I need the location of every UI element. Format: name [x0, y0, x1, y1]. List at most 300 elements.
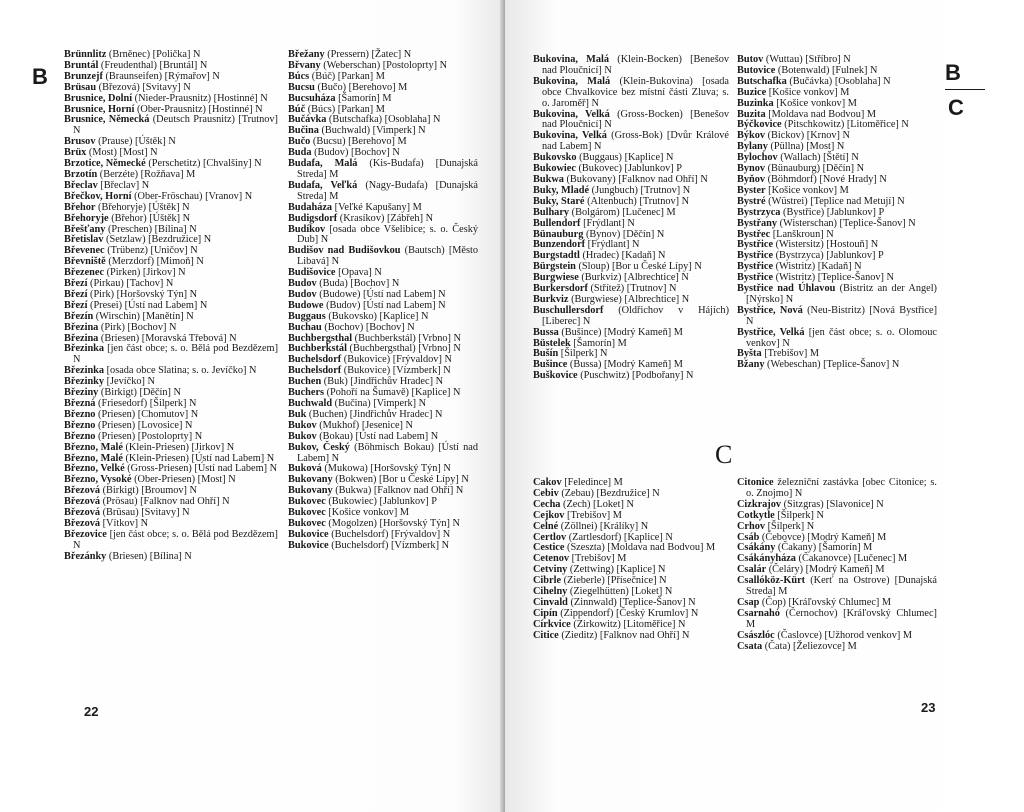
- index-entry: [288, 541, 478, 552]
- entry-headword: Březí: [64, 288, 88, 300]
- entry-details: [Frýdlant] N: [587, 239, 640, 251]
- entry-headword: Březánky: [64, 550, 107, 562]
- entry-headword: Březno: [64, 408, 96, 420]
- entry-headword: Buky, Mladé: [533, 184, 590, 196]
- page-number-left: 22: [84, 704, 99, 719]
- index-entry: [533, 371, 729, 382]
- index-entry: [737, 284, 937, 306]
- entry-headword: Bynov: [737, 163, 766, 175]
- entry-headword: Břehor: [64, 201, 96, 213]
- entry-headword: Břešťany: [64, 223, 106, 235]
- entry-details: (Mukhof) [Jesenice] N: [319, 419, 413, 431]
- entry-headword: Cetenov: [533, 553, 570, 565]
- entry-details: [Košice vonkov] M: [768, 86, 850, 98]
- entry-headword: Bukovany: [288, 485, 333, 497]
- entry-details: [Košice vonkov] M: [776, 97, 857, 109]
- entry-details: (Bukovice) [Vízmberk] N: [343, 365, 451, 377]
- entry-details: (Priesen) [Postoloprty] N: [98, 430, 203, 442]
- entry-headword: Bukovany: [288, 474, 333, 486]
- entry-details: (Weberschan) [Postoloprty] N: [323, 59, 448, 71]
- entry-headword: Břevniště: [64, 256, 106, 268]
- entry-details: (Kerť na Ostrove) [Dunajská Streda] M: [746, 575, 937, 598]
- entry-details: (Burkviz) [Albrechtice] N: [581, 272, 689, 284]
- entry-headword: Buzinka: [737, 97, 774, 109]
- entry-headword: Budišovice: [288, 267, 336, 279]
- entry-headword: Bukovice: [288, 539, 329, 551]
- entry-headword: Byster: [737, 184, 766, 196]
- entry-details: [Šamorín] M: [573, 337, 627, 349]
- entry-details: (Butschafka) [Osoblaha] N: [328, 114, 441, 126]
- entry-headword: Bussa: [533, 326, 559, 338]
- column-4: [737, 55, 937, 371]
- entry-details: (Klein-Bocken) [Benešov nad Ploučnicí] N: [542, 54, 729, 76]
- entry-headword: Bystřany: [737, 217, 778, 229]
- entry-details: (Berzéte) [Rožňava] M: [99, 168, 196, 180]
- entry-details: (Buchen) [Jindřichův Hradec] N: [308, 408, 443, 420]
- entry-details: (Zippendorf) [Český Krumlov] N: [560, 607, 699, 619]
- entry-details: (Časlovce) [Užhorod venkov] M: [777, 629, 913, 641]
- entry-details: (Buchelsdorf) [Frývaldov] N: [331, 528, 451, 540]
- entry-details: [Opava] N: [338, 267, 382, 279]
- entry-headword: Bylochov: [737, 152, 778, 164]
- entry-headword: Büstelek: [533, 337, 571, 349]
- entry-headword: Bünauburg: [533, 228, 584, 240]
- entry-headword: Bukovec: [288, 507, 326, 519]
- entry-headword: Bystřec: [737, 228, 771, 240]
- entry-details: [Košice vonkov] M: [328, 507, 409, 519]
- index-entry: [288, 246, 478, 268]
- entry-details: (Pohoří na Šumavě) [Kaplice] N: [326, 387, 461, 399]
- entry-headword: Csata: [737, 640, 763, 652]
- entry-details: (Wirschin) [Manětín] N: [95, 310, 194, 322]
- entry-details: (Hradec) [Kadaň] N: [582, 250, 666, 262]
- entry-details: [Břeclav] N: [100, 179, 150, 191]
- index-entry: [288, 181, 478, 203]
- entry-headword: Bystřice, Velká: [737, 326, 805, 338]
- entry-headword: Bukovec: [288, 496, 326, 508]
- entry-headword: Brzotice, Německé: [64, 158, 146, 170]
- entry-details: [Jevíčko] N: [106, 376, 155, 388]
- entry-headword: Buchwald: [288, 398, 333, 409]
- entry-details: (Čata) [Želiezovce] M: [764, 640, 857, 652]
- section-heading-c: C: [715, 440, 733, 469]
- entry-headword: Burgstadtl: [533, 250, 580, 262]
- entry-details: (Bučina) [Vimperk] N: [334, 398, 427, 409]
- entry-headword: Břvany: [288, 59, 321, 71]
- entry-details: (Střítež) [Trutnov] N: [590, 283, 677, 295]
- entry-details: (Trübenz) [Uničov] N: [107, 245, 198, 257]
- entry-details: (Budov) [Bochov] N: [314, 147, 400, 159]
- entry-details: (Pressern) [Žatec] N: [327, 49, 412, 60]
- index-entry: [64, 344, 278, 366]
- entry-headword: Břečkov, Horní: [64, 190, 132, 202]
- entry-headword: Budíkov: [288, 223, 326, 235]
- entry-details: (Pitschkowitz) [Litoměřice] N: [784, 119, 909, 131]
- entry-details: (Pirk) [Bochov] N: [100, 321, 177, 333]
- entry-headword: Buchers: [288, 387, 325, 399]
- entry-details: (Altenbuch) [Trutnov] N: [587, 195, 690, 207]
- entry-headword: Buzice: [737, 86, 767, 98]
- right-page: [505, 0, 1024, 812]
- entry-details: (Buchberkstál) [Vrbno] N: [354, 332, 461, 344]
- entry-details: (Buggaus) [Kaplice] N: [579, 152, 674, 164]
- entry-headword: Buchbergsthal: [288, 332, 353, 344]
- index-entry: [533, 306, 729, 328]
- entry-headword: Březno: [64, 430, 96, 442]
- entry-headword: Buchelsdorf: [288, 365, 342, 377]
- entry-details: železniční zastávka [obec Citonice; s. o. Znojmo] N: [746, 477, 938, 499]
- entry-details: (Bystrzyca) [Jablunkov] P: [775, 250, 884, 262]
- entry-details: [jen část obce; s. o. Bělá pod Bezdězem] N: [73, 528, 278, 551]
- entry-details: [Vítkov] N: [102, 517, 149, 529]
- entry-details: [Šamorín] M: [338, 92, 392, 104]
- entry-details: (Wüstrei) [Teplice nad Metují] N: [768, 195, 905, 207]
- column-5: [533, 478, 729, 642]
- entry-details: (Briesen) [Bílina] N: [108, 550, 192, 562]
- entry-details: (Břehor) [Úštěk] N: [111, 212, 191, 224]
- entry-details: (Bolgárom) [Lučenec] M: [571, 206, 676, 218]
- entry-headword: Březno: [64, 419, 96, 431]
- entry-headword: Březinka: [64, 365, 105, 377]
- entry-details: (Priesen) [Lovosice] N: [98, 419, 193, 431]
- entry-details: (Pirk) [Horšovský Týn] N: [90, 288, 198, 300]
- entry-headword: Citonice: [737, 477, 774, 488]
- thumb-letter-c-right: C: [948, 95, 964, 120]
- entry-headword: Cotkytle: [737, 509, 775, 521]
- column-2: [288, 50, 478, 552]
- entry-details: (Čop) [Kráľovský Chlumec] M: [761, 596, 892, 608]
- entry-details: (Neu-Bistritz) [Nová Bystřice] N: [746, 304, 937, 327]
- entry-details: (Pirkau) [Tachov] N: [90, 278, 174, 290]
- entry-headword: Bučávka: [288, 114, 327, 126]
- entry-details: (Bickov) [Krnov] N: [767, 130, 850, 142]
- entry-headword: Buchau: [288, 321, 322, 333]
- entry-headword: Brusov: [64, 136, 96, 148]
- entry-details: (Bussa) [Modrý Kameň] M: [569, 359, 683, 371]
- entry-details: [Feledince] M: [564, 477, 623, 488]
- entry-headword: Cibrle: [533, 575, 562, 587]
- entry-headword: Budov: [288, 278, 317, 290]
- entry-details: (Bynov) [Děčín] N: [585, 228, 665, 240]
- entry-headword: Bžany: [737, 359, 765, 371]
- entry-details: (Prösau) [Falknov nad Ohří] N: [102, 496, 230, 508]
- entry-details: (Krasíkov) [Zábřeh] N: [339, 212, 434, 224]
- entry-headword: Břeclav: [64, 179, 98, 191]
- entry-details: [Trebišov] M: [764, 348, 820, 360]
- entry-details: (Bystřice) [Jablunkov] P: [783, 206, 885, 218]
- entry-details: (Nieder-Prausnitz) [Hostinné] N: [134, 92, 268, 104]
- entry-details: (Búč) [Parkan] M: [311, 70, 385, 82]
- entry-details: (Čakany) [Šamorín] M: [777, 542, 873, 554]
- entry-details: (Buchbergsthal) [Vrbno] N: [349, 343, 461, 355]
- entry-details: (Bistritz an der Angel) [Nýrsko] N: [746, 283, 937, 305]
- entry-details: (Puschwitz) [Podbořany] N: [580, 370, 694, 382]
- index-entry: [533, 631, 729, 642]
- entry-headword: Bukovice: [288, 528, 329, 540]
- index-entry: [288, 159, 478, 181]
- entry-headword: Břetislav: [64, 234, 104, 246]
- entry-headword: Bukovina, Malá: [533, 75, 611, 87]
- entry-details: (Jungbuch) [Trutnov] N: [591, 184, 691, 196]
- entry-details: (Prause) [Úštěk] N: [98, 136, 176, 148]
- entry-headword: Budowe: [288, 299, 324, 311]
- entry-headword: Březno, Malé: [64, 441, 123, 453]
- entry-details: (Ober-Fröschau) [Vranov] N: [134, 190, 253, 202]
- entry-headword: Březno, Vysoké: [64, 474, 132, 486]
- entry-details: (Briesen) [Moravská Třebová] N: [100, 332, 237, 344]
- index-entry: [737, 642, 937, 653]
- entry-details: (Bochov) [Bochov] N: [324, 321, 415, 333]
- entry-headword: Csap: [737, 596, 760, 608]
- entry-headword: Buchelsdorf: [288, 354, 342, 366]
- entry-headword: Cetviny: [533, 564, 568, 576]
- entry-headword: Buchen: [288, 376, 322, 388]
- entry-headword: Budigsdorf: [288, 212, 338, 224]
- entry-headword: Brusnice, Dolní: [64, 92, 133, 104]
- index-entry: [533, 77, 729, 110]
- entry-headword: Csallóköz-Kürt: [737, 575, 806, 587]
- entry-headword: Buky, Staré: [533, 195, 585, 207]
- entry-details: (Preschen) [Bílina] N: [107, 223, 197, 235]
- entry-details: (Kis-Budafa) [Dunajská Streda] M: [297, 158, 478, 180]
- entry-details: (Wallach) [Štětí] N: [780, 152, 859, 164]
- entry-details: (Brüsau) [Svitavy] N: [102, 507, 190, 519]
- entry-details: (Bukwa) [Falknov nad Ohří] N: [335, 485, 464, 497]
- entry-headword: Buschullersdorf: [533, 304, 604, 316]
- entry-headword: Bruntál: [64, 59, 99, 71]
- entry-headword: Břežany: [288, 49, 325, 60]
- entry-details: [Lanškroun] N: [772, 228, 834, 240]
- entry-details: (Zech) [Loket] N: [563, 498, 634, 510]
- entry-details: (Gross-Priesen) [Ústí nad Labem] N: [127, 463, 278, 475]
- entry-headword: Citice: [533, 629, 559, 641]
- entry-headword: Bukovina, Velká: [533, 108, 610, 120]
- entry-headword: Brünnlitz: [64, 49, 107, 60]
- index-entry: [64, 552, 278, 563]
- entry-headword: Březovice: [64, 528, 107, 540]
- entry-details: (Wisterschan) [Teplice-Šanov] N: [779, 217, 916, 229]
- entry-details: [osada obce Slatina; s. o. Jevíčko] N: [106, 365, 257, 377]
- entry-details: (Zebau) [Bezdružice] N: [561, 487, 660, 499]
- entry-headword: Csalár: [737, 564, 767, 576]
- entry-details: (Čebovce) [Modrý Kameň] M: [761, 531, 887, 543]
- entry-details: (Břehoryje) [Úštěk] N: [98, 201, 190, 213]
- entry-headword: Cecha: [533, 498, 561, 510]
- entry-headword: Bystřice nad Úhlavou: [737, 283, 836, 295]
- entry-details: (Oldřichov v Hájích) [Liberec] N: [542, 304, 729, 327]
- entry-details: (Čeláry) [Modrý Kameň] M: [768, 564, 885, 576]
- entry-details: (Buchelsdorf) [Vízmberk] N: [331, 539, 450, 551]
- entry-headword: Cihelny: [533, 586, 568, 598]
- entry-headword: Cizkrajov: [737, 498, 782, 510]
- entry-headword: Bürgstein: [533, 261, 576, 273]
- entry-details: (Böhmisch Bokau) [Ústí nad Labem] N: [297, 441, 479, 464]
- entry-headword: Březina: [64, 321, 99, 333]
- entry-headword: Březno, Velké: [64, 463, 125, 475]
- entry-details: (Ober-Priesen) [Most] N: [134, 474, 236, 486]
- index-entry: [288, 443, 478, 465]
- thumb-divider: [945, 89, 985, 90]
- entry-headword: Březno, Malé: [64, 452, 123, 464]
- entry-headword: Byšta: [737, 348, 762, 360]
- entry-headword: Březová: [64, 496, 101, 508]
- entry-details: (Zieberle) [Přísečnice] N: [563, 575, 667, 587]
- entry-headword: Brüx: [64, 147, 87, 159]
- entry-details: (Klein-Priesen) [Jirkov] N: [125, 441, 235, 453]
- entry-headword: Bukov: [288, 419, 317, 431]
- entry-headword: Cakov: [533, 477, 562, 488]
- entry-headword: Buggaus: [288, 310, 326, 322]
- entry-details: (Birkigt) [Broumov] N: [102, 485, 197, 497]
- entry-headword: Cipín: [533, 607, 558, 619]
- entry-details: [Moldava nad Bodvou] M: [768, 108, 877, 120]
- entry-details: (Černochov) [Kráľovský Chlumec] M: [746, 607, 937, 630]
- entry-details: (Bušince) [Modrý Kameň] M: [561, 326, 683, 338]
- entry-details: (Wuttau) [Stříbro] N: [765, 54, 851, 65]
- entry-headword: Bystré: [737, 195, 766, 207]
- entry-details: (Búcs) [Parkan] M: [307, 103, 385, 115]
- entry-headword: Církvice: [533, 618, 571, 630]
- entry-headword: Bukovina, Velká: [533, 130, 607, 142]
- entry-headword: Brusnice, Horní: [64, 103, 135, 115]
- entry-headword: Březenec: [64, 267, 105, 279]
- entry-headword: Bystřice: [737, 250, 774, 262]
- entry-details: (Sitzgras) [Slavonice] N: [783, 498, 884, 510]
- entry-headword: Březová: [64, 517, 101, 529]
- entry-headword: Buškovice: [533, 370, 578, 382]
- entry-details: (Bukowiec) [Jablunkov] P: [328, 496, 438, 508]
- entry-details: [jen část obce; s. o. Bělá pod Bezdězem] N: [73, 343, 278, 366]
- entry-headword: Bukwa: [533, 173, 564, 185]
- index-entry: [64, 115, 278, 137]
- entry-headword: Bunzendorf: [533, 239, 586, 251]
- index-entry: [533, 55, 729, 77]
- entry-headword: Bukov, Český: [288, 441, 350, 453]
- entry-headword: Bukov: [288, 430, 317, 442]
- entry-details: (Most) [Most] N: [88, 147, 158, 159]
- entry-headword: Butschafka: [737, 75, 787, 87]
- entry-details: (Buda) [Bochov] N: [319, 278, 400, 290]
- entry-details: (Freudenthal) [Bruntál] N: [100, 59, 208, 71]
- entry-headword: Bystrzyca: [737, 206, 781, 218]
- entry-headword: Cejkov: [533, 509, 565, 521]
- entry-headword: Burkersdorf: [533, 283, 588, 295]
- entry-details: (Buchwald) [Vimperk] N: [321, 125, 426, 137]
- entry-headword: Crhov: [737, 520, 766, 532]
- entry-details: (Deutsch Prausnitz) [Trutnov] N: [73, 114, 278, 137]
- entry-headword: Bystřice: [737, 261, 774, 273]
- entry-headword: Březová: [64, 485, 101, 497]
- entry-details: (Klein-Priesen) [Ústí nad Labem] N: [125, 452, 275, 464]
- entry-headword: Byňov: [737, 173, 766, 185]
- entry-headword: Buková: [288, 463, 322, 475]
- entry-details: (Sloup) [Bor u České Lípy] N: [578, 261, 702, 273]
- entry-details: (Budowe) [Ústí nad Labem] N: [319, 288, 446, 300]
- column-3: [533, 55, 729, 382]
- entry-headword: Csákányháza: [737, 553, 796, 565]
- entry-headword: Csákány: [737, 542, 776, 554]
- entry-headword: Brusnice, Německá: [64, 114, 150, 126]
- entry-headword: Búč: [288, 103, 306, 115]
- entry-headword: Celné: [533, 520, 559, 532]
- entry-headword: Březinky: [64, 376, 105, 388]
- entry-details: (Friesedorf) [Šilperk] N: [98, 398, 197, 409]
- entry-headword: Budov: [288, 288, 317, 300]
- index-entry: [737, 609, 937, 631]
- entry-details: (Zinnwald) [Teplice-Šanov] N: [570, 596, 696, 608]
- entry-details: [Šilperk] N: [560, 348, 608, 360]
- index-entry: [533, 131, 729, 153]
- entry-details: [Frýdlant] N: [583, 217, 635, 229]
- entry-details: (Burgwiese) [Albrechtice] N: [571, 293, 690, 305]
- entry-details: (Březová) [Svitavy] N: [98, 81, 191, 93]
- entry-headword: Bulhary: [533, 206, 570, 218]
- entry-headword: Cestice: [533, 542, 565, 554]
- entry-headword: Bucsuháza: [288, 92, 336, 104]
- index-entry: [533, 110, 729, 132]
- entry-details: (Ziegelhütten) [Loket] N: [569, 586, 673, 598]
- entry-headword: Bystřice: [737, 272, 774, 284]
- entry-headword: Burgwiese: [533, 272, 579, 284]
- entry-details: (Bukovice) [Frývaldov] N: [343, 354, 452, 366]
- entry-details: (Nagy-Budafa) [Dunajská Streda] M: [297, 179, 479, 202]
- entry-details: (Wistritz) [Kadaň] N: [775, 261, 862, 273]
- index-entry: [64, 530, 278, 552]
- entry-details: (Botenwald) [Fulnek] N: [777, 64, 878, 76]
- entry-details: (Szeszta) [Moldava nad Bodvou] M: [567, 542, 716, 554]
- index-entry: [737, 576, 937, 598]
- entry-details: (Bučávka) [Osoblaha] N: [789, 75, 891, 87]
- entry-details: (Birkigt) [Děčín] N: [100, 387, 181, 399]
- entry-headword: Burkviz: [533, 293, 569, 305]
- entry-headword: Bučo: [288, 136, 311, 148]
- entry-headword: Býčkovice: [737, 119, 782, 131]
- entry-headword: Buda: [288, 147, 312, 159]
- entry-details: (Bünauburg) [Děčín] N: [767, 163, 865, 175]
- entry-details: (Presei) [Ústí nad Labem] N: [90, 299, 208, 311]
- entry-headword: Csarnahó: [737, 607, 780, 619]
- entry-details: (Zartlesdorf) [Kaplice] N: [568, 531, 673, 543]
- entry-details: (Bokau) [Ústí nad Labem] N: [319, 430, 439, 442]
- entry-details: [osada obce Všelibice; s. o. Český Dub] N: [297, 223, 479, 246]
- entry-details: (Zettwing) [Kaplice] N: [569, 564, 666, 576]
- entry-headword: Buchberkstál: [288, 343, 347, 355]
- entry-details: (Gross-Bok) [Dvůr Králové nad Labem] N: [542, 130, 729, 153]
- entry-details: (Brněnec) [Polička] N: [108, 49, 201, 60]
- index-entry: [737, 478, 937, 500]
- index-entry: [737, 360, 937, 371]
- entry-headword: Březiny: [64, 387, 99, 399]
- entry-details: (Klein-Bukovina) [osada obce Chvalkovice bez místní části Zluva; s. o. Jaroměř] N: [542, 75, 729, 109]
- page-number-right: 23: [921, 700, 936, 715]
- entry-headword: Bukovsko: [533, 152, 577, 164]
- entry-details: (Bautsch) [Město Libavá] N: [297, 245, 478, 268]
- entry-details: (Gross-Bocken) [Benešov nad Ploučnicí] N: [542, 108, 729, 131]
- column-1: [64, 50, 278, 563]
- entry-details: (Mogolzen) [Horšovský Týn] N: [328, 517, 460, 529]
- entry-headword: Bystřice: [737, 239, 774, 251]
- entry-headword: Bucsu: [288, 81, 315, 93]
- entry-headword: Březín: [64, 310, 94, 322]
- entry-details: (Budov) [Ústí nad Labem] N: [326, 299, 446, 311]
- entry-headword: Bukovec: [288, 517, 326, 529]
- entry-headword: Budafa, Malá: [288, 158, 358, 170]
- entry-details: (Bučo) [Berehovo] M: [317, 81, 408, 93]
- entry-details: (Püllna) [Most] N: [770, 141, 845, 153]
- entry-details: [Veľké Kapušany] M: [334, 201, 422, 213]
- entry-details: (Perschetitz) [Chvalšiny] N: [148, 158, 262, 170]
- entry-details: (Zirkowitz) [Litoměřice] N: [573, 618, 686, 630]
